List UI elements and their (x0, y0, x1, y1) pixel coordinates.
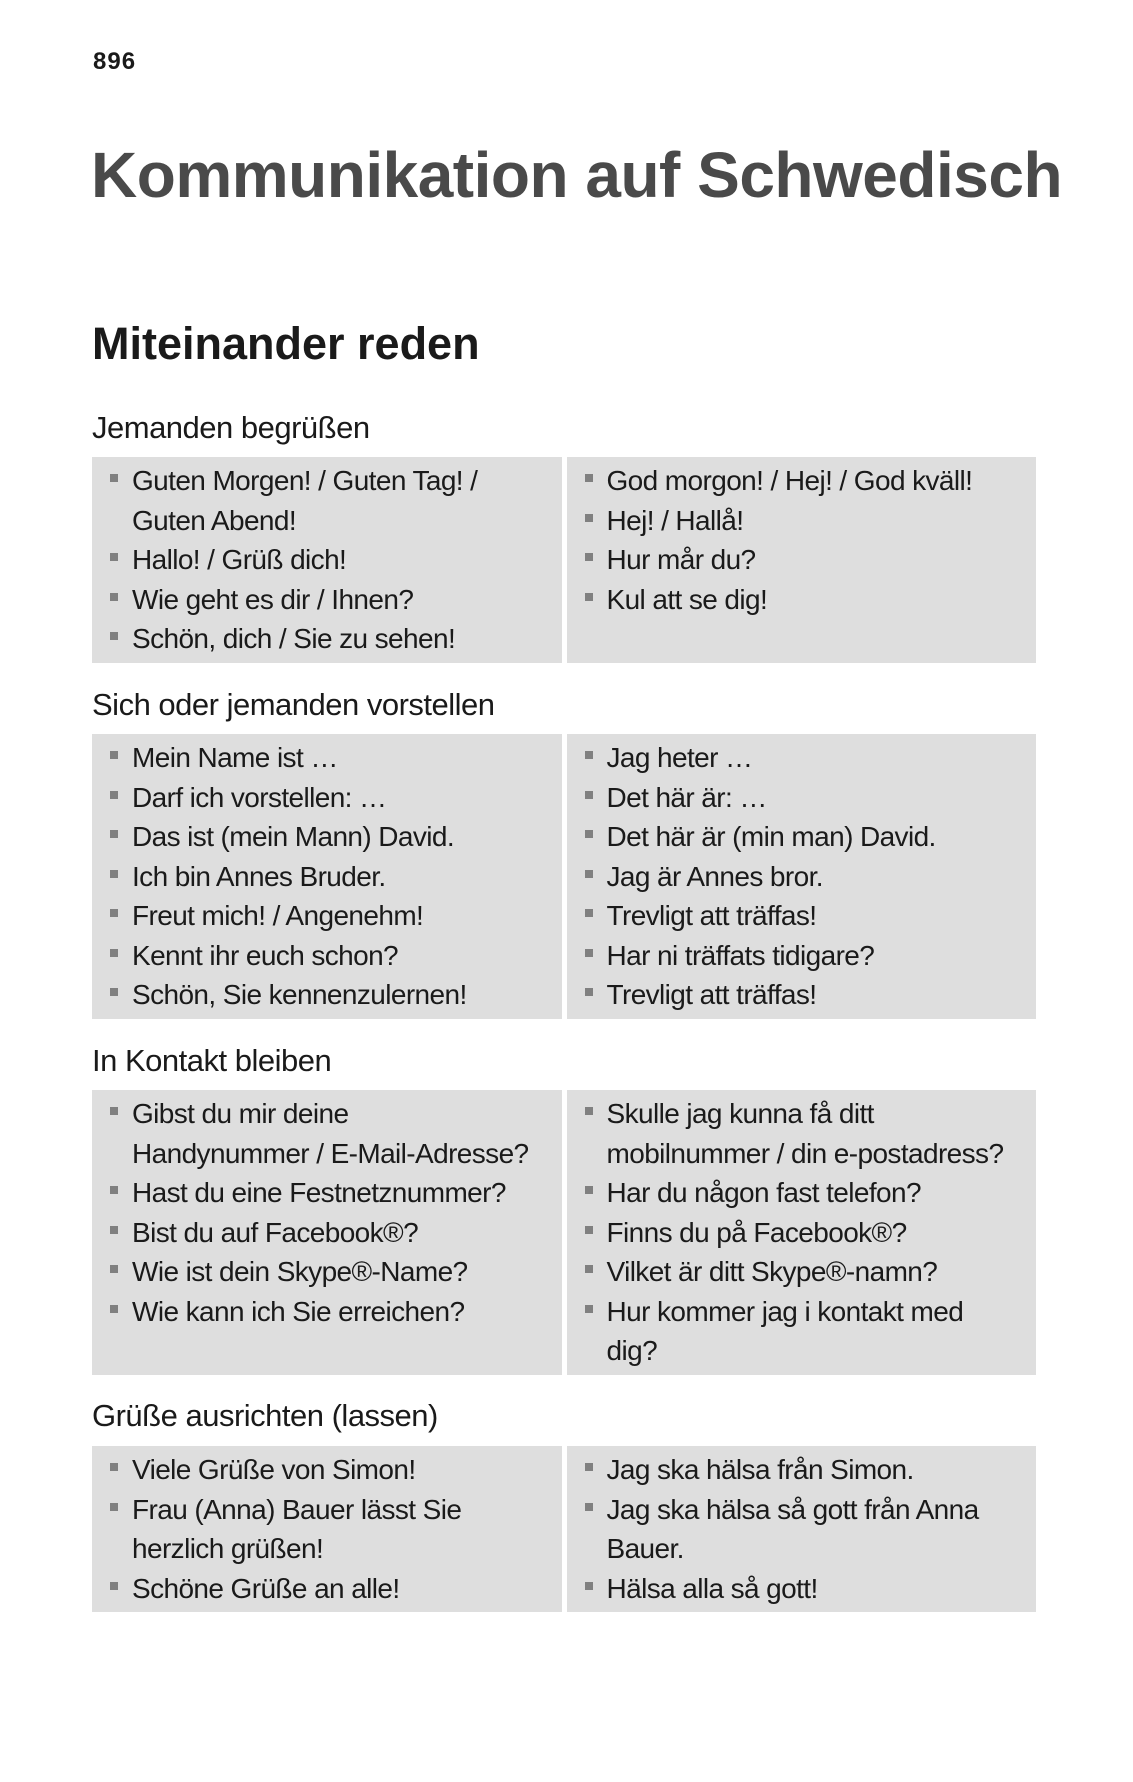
bullet-square-icon (585, 830, 593, 838)
swedish-phrase: Skulle jag kunna få ditt mobilnummer / din e-postadress? (606, 1098, 1004, 1169)
bullet-square-icon (585, 870, 593, 878)
bullet-square-icon (110, 1305, 118, 1313)
swedish-phrase: Jag ska hälsa från Simon. (606, 1454, 914, 1485)
german-phrase: Wie kann ich Sie erreichen? (132, 1295, 465, 1327)
swedish-column (567, 1090, 1037, 1375)
swedish-phrase: Har ni träffats tidigare? (606, 939, 875, 971)
german-phrase: Freut mich! / Angenehm! (132, 900, 424, 931)
bullet-square-icon (585, 1226, 593, 1234)
bullet-square-icon (585, 1582, 593, 1590)
phrase-row (110, 461, 556, 540)
section-title: Miteinander reden (92, 318, 480, 369)
bullet-square-icon (110, 1186, 118, 1194)
swedish-phrase: Det här är (min man) David. (606, 821, 936, 852)
phrase-row (585, 817, 1031, 857)
phrase-row (585, 1450, 1031, 1490)
german-phrase: Viele Grüße von Simon! (132, 1454, 416, 1485)
phrase-row (110, 817, 556, 857)
phrase-row (585, 1173, 1031, 1213)
bullet-square-icon (585, 751, 593, 759)
phrase-row (585, 1490, 1031, 1569)
swedish-phrase: Jag ska hälsa så gott från Anna Bauer. (606, 1493, 979, 1564)
swedish-phrase: Hälsa alla så gott! (606, 1572, 818, 1604)
bullet-square-icon (585, 1107, 593, 1115)
swedish-column (567, 1446, 1037, 1612)
phrase-row (585, 461, 1031, 501)
bullet-square-icon (110, 474, 118, 482)
swedish-phrase: Trevligt att träffas! (606, 900, 817, 931)
phrase-row (585, 738, 1031, 778)
swedish-phrase: Har du någon fast telefon? (606, 1177, 921, 1208)
bullet-square-icon (585, 791, 593, 799)
phrase-row (585, 1569, 1031, 1609)
phrase-row (585, 1213, 1031, 1253)
phrase-row (585, 936, 1031, 976)
german-phrase: Guten Morgen! / Guten Tag! / Guten Abend! (132, 465, 478, 536)
phrase-row (110, 1569, 556, 1609)
german-phrase: Schöne Grüße an alle! (132, 1572, 400, 1604)
phrase-row (585, 580, 1031, 620)
phrase-table-stay-in-touch (92, 1090, 1036, 1375)
phrase-row (110, 540, 556, 580)
page-number: 896 (93, 48, 137, 75)
phrase-row (585, 857, 1031, 897)
german-phrase: Schön, dich / Sie zu sehen! (132, 623, 456, 654)
bullet-square-icon (110, 1582, 118, 1590)
bullet-square-icon (110, 632, 118, 640)
swedish-phrase: Hej! / Hallå! (606, 504, 744, 536)
bullet-square-icon (585, 1305, 593, 1313)
bullet-square-icon (585, 514, 593, 522)
phrase-table-send-regards (92, 1446, 1036, 1612)
phrase-row (110, 896, 556, 936)
phrase-row (110, 619, 556, 659)
bullet-square-icon (585, 949, 593, 957)
swedish-phrase: God morgon! / Hej! / God kväll! (606, 465, 973, 496)
german-phrase: Ich bin Annes Bruder. (132, 860, 386, 892)
swedish-phrase: Kul att se dig! (606, 583, 768, 615)
swedish-phrase: Hur mår du? (606, 544, 756, 575)
phrase-row (110, 1252, 556, 1292)
german-phrase: Darf ich vorstellen: … (132, 781, 387, 813)
phrase-row (110, 1213, 556, 1253)
bullet-square-icon (110, 593, 118, 601)
bullet-square-icon (585, 988, 593, 996)
bullet-square-icon (110, 1265, 118, 1273)
phrase-table-introduce (92, 734, 1036, 1019)
german-phrase: Wie ist dein Skype®-Name? (132, 1256, 468, 1287)
german-phrase: Frau (Anna) Bauer lässt Sie herzlich grüßen! (132, 1493, 462, 1564)
german-phrase: Hallo! / Grüß dich! (132, 544, 347, 575)
swedish-phrase: Jag är Annes bror. (606, 860, 823, 892)
german-column (92, 457, 562, 663)
bullet-square-icon (110, 1463, 118, 1471)
bullet-square-icon (585, 1186, 593, 1194)
swedish-column (567, 457, 1037, 663)
german-phrase: Das ist (mein Mann) David. (132, 821, 455, 852)
phrase-row (110, 857, 556, 897)
phrase-row (585, 778, 1031, 818)
phrase-row (110, 1094, 556, 1173)
phrase-row (110, 1490, 556, 1569)
phrase-row (585, 501, 1031, 541)
german-phrase: Bist du auf Facebook®? (132, 1216, 419, 1248)
group-heading-introduce: Sich oder jemanden vorstellen (92, 687, 495, 722)
bullet-square-icon (110, 553, 118, 561)
phrase-row (110, 936, 556, 976)
phrase-row (585, 975, 1031, 1015)
bullet-square-icon (585, 1463, 593, 1471)
phrase-row (110, 738, 556, 778)
bullet-square-icon (585, 593, 593, 601)
swedish-column (567, 734, 1037, 1019)
bullet-square-icon (110, 870, 118, 878)
bullet-square-icon (585, 1503, 593, 1511)
german-phrase: Kennt ihr euch schon? (132, 939, 399, 971)
bullet-square-icon (110, 751, 118, 759)
bullet-square-icon (110, 949, 118, 957)
bullet-square-icon (110, 909, 118, 917)
bullet-square-icon (585, 1265, 593, 1273)
german-column (92, 1446, 562, 1612)
phrase-row (110, 975, 556, 1015)
bullet-square-icon (585, 553, 593, 561)
group-heading-send-regards: Grüße ausrichten (lassen) (92, 1398, 438, 1433)
phrase-row (110, 1450, 556, 1490)
bullet-square-icon (110, 830, 118, 838)
phrase-table-greeting (92, 457, 1036, 663)
bullet-square-icon (110, 1226, 118, 1234)
phrase-row (110, 580, 556, 620)
bullet-square-icon (110, 1503, 118, 1511)
bullet-square-icon (110, 988, 118, 996)
phrase-row (585, 540, 1031, 580)
phrase-row (110, 1292, 556, 1332)
bullet-square-icon (585, 909, 593, 917)
swedish-phrase: Vilket är ditt Skype®-namn? (606, 1256, 938, 1287)
bullet-square-icon (110, 791, 118, 799)
bullet-square-icon (110, 1107, 118, 1115)
german-phrase: Gibst du mir deine Handynummer / E-Mail-Adresse? (132, 1098, 529, 1169)
swedish-phrase: Hur kommer jag i kontakt med dig? (606, 1295, 964, 1366)
phrase-row (110, 1173, 556, 1213)
phrase-row (585, 896, 1031, 936)
group-heading-greeting: Jemanden begrüßen (92, 410, 370, 445)
swedish-phrase: Trevligt att träffas! (606, 979, 817, 1010)
phrase-row (110, 778, 556, 818)
swedish-phrase: Finns du på Facebook®? (606, 1216, 907, 1248)
german-column (92, 734, 562, 1019)
bullet-square-icon (585, 474, 593, 482)
german-column (92, 1090, 562, 1375)
swedish-phrase: Det här är: … (606, 781, 767, 813)
german-phrase: Mein Name ist … (132, 742, 338, 773)
german-phrase: Schön, Sie kennenzulernen! (132, 979, 467, 1010)
swedish-phrase: Jag heter … (606, 742, 753, 773)
phrase-row (585, 1094, 1031, 1173)
page-title: Kommunikation auf Schwedisch (91, 139, 1063, 211)
phrase-row (585, 1252, 1031, 1292)
german-phrase: Wie geht es dir / Ihnen? (132, 583, 414, 615)
phrase-row (585, 1292, 1031, 1371)
german-phrase: Hast du eine Festnetznummer? (132, 1177, 506, 1208)
group-heading-stay-in-touch: In Kontakt bleiben (92, 1043, 332, 1078)
